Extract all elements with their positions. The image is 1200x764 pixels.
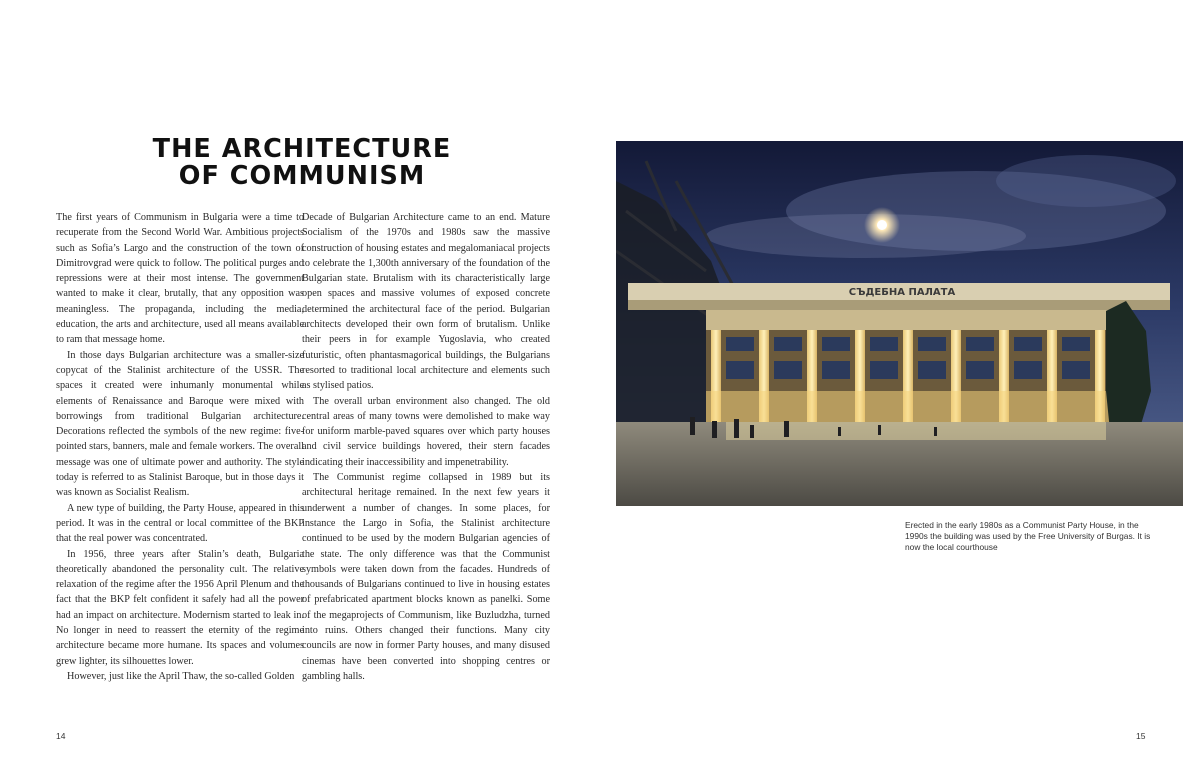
page-number-right: 15	[1136, 731, 1146, 741]
building-roof-shadow	[628, 300, 1170, 310]
cloud	[996, 155, 1176, 207]
paragraph: In those days Bulgarian architecture was a smaller-size copycat of the Stalinist architecture of the USSR. The spaces it created were inhumanly monumental while elements of Renaissance and Baroque were mixed with borrowings from traditional Bulgarian architecture. Decorations reflected the symbols of the new regime: five-pointed stars, banners, male and female workers. The overall message was one of ultimate power and authority. The style today is referred to as Stalinist Baroque, but in those days it was known as Socialist Realism.	[56, 349, 304, 499]
building-upper-band	[706, 310, 1116, 330]
paragraph: However, just like the April Thaw, the so-called Golden	[67, 670, 295, 682]
paragraph: The first years of Communism in Bulgaria were a time to recuperate from the Second World War. Ambitious projects such as Sofia’s Largo and the construction of the town of Dimitrovgrad were quick to follow. The political purges and repressions were at their most intense. The government wanted to make it clear, brutally, that any opposition was meaningless. The propaganda, including the media, education, the arts and architecture, used all means available to ram that message home.	[56, 212, 304, 346]
courthouse-photo	[616, 141, 1183, 506]
text-column-left	[56, 210, 304, 684]
chapter-title-line-2: OF COMMUNISM	[178, 161, 426, 191]
paragraph: In 1956, three years after Stalin’s death, Bulgaria theoretically abandoned the personality cult. The relative relaxation of the regime after the 1956 April Plenum and the fact that the BKP felt confident it safely had all the power had an impact on architecture. Modernism started to leak in. No longer in need to reassert the eternity of the regime architecture became more humane. Its spaces and volumes grew lighter, its silhouettes lower.	[56, 548, 304, 667]
paragraph: The overall urban environment also changed. The old central areas of many towns were demolished to make way for uniform marble-paved squares over which party houses and civil service buildings hovered, their stern facades indicating their inaccessibility and impenetrability.	[302, 395, 550, 468]
plaza-light	[726, 422, 1106, 440]
chapter-title	[100, 136, 504, 190]
chapter-title-line-1: THE ARCHITECTURE	[152, 134, 452, 164]
page-number-left: 14	[56, 731, 66, 741]
building-ground-floor-glow	[706, 391, 1116, 422]
moon-core	[877, 220, 887, 230]
text-column-right	[302, 210, 550, 684]
photo-caption: Erected in the early 1980s as a Communist Party House, in the 1990s the building was used by the Free University of Burgas. It is now the local courthouse	[905, 520, 1151, 553]
paragraph: A new type of building, the Party House, appeared in this period. It was in the central or local committee of the BKP that the real power was concentrated.	[56, 502, 304, 545]
paragraph: The Communist regime collapsed in 1989 but its architectural heritage remained. In the next few years it underwent a number of changes. In some places, for instance the Largo in Sofia, the Stalinist architecture continued to be used by the modern Bulgarian agencies of the state. The only difference was that the Communist symbols were taken down from the facades. Hundreds of thousands of Bulgarians continued to live in housing estates of prefabricated apartment blocks known as panelki. Some of the megaprojects of Communism, like Buzludzha, turned into ruins. Others changed their functions. Many city councils are now in former Party houses, and many disused cinemas have been converted into shopping centres or gambling halls.	[302, 472, 550, 682]
paragraph: Decade of Bulgarian Architecture came to an end. Mature Socialism of the 1970s and 1980s saw the massive construction of housing estates and megalomaniacal projects to celebrate the 1,300th anniversary of the foundation of the Bulgarian state. Brutalism with its characteristically large open spaces and massive volumes of exposed concrete determined the architectural face of the period. Bulgarian architects developed their own form of brutalism. Unlike their peers in for example Yugoslavia, who created futuristic, often phantasmagorical buildings, the Bulgarians resorted to traditional local architecture and elements such as stylised patios.	[302, 212, 550, 392]
building-sign: СЪДЕБНА ПАЛАТА	[848, 287, 956, 298]
